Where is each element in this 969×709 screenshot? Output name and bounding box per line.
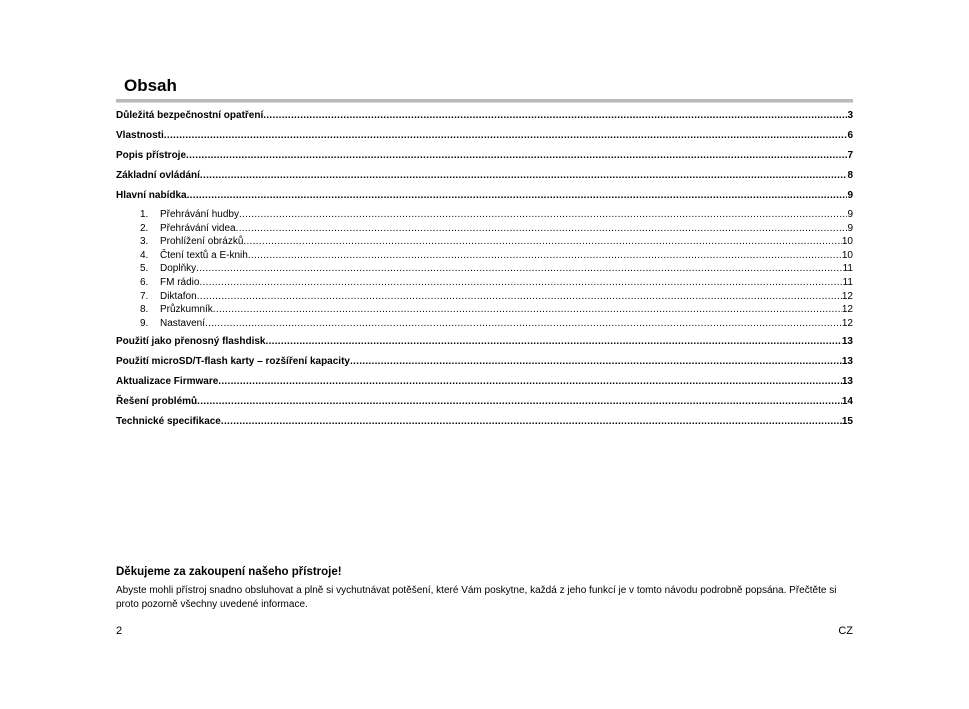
toc-subentry-ebooks[interactable] bbox=[116, 249, 853, 263]
toc-entry-label: Použití microSD/T-flash karty – rozšíření kapacity bbox=[116, 355, 350, 367]
toc-subentry-number: 9. bbox=[140, 317, 149, 329]
toc-subentry-explorer[interactable] bbox=[116, 303, 853, 317]
toc-subentry-number: 6. bbox=[140, 276, 149, 288]
toc-entry-label: FM rádio bbox=[160, 276, 200, 288]
toc-page-number: 12 bbox=[841, 304, 853, 316]
toc-leader-dots bbox=[187, 188, 848, 204]
thank-you-section bbox=[116, 566, 853, 611]
toc-subentry-number: 5. bbox=[140, 263, 149, 275]
thank-you-text: Abyste mohli přístroj snadno obsluhovat a plně si vychutnávat potěšení, které Vám poskytne, každá z jeho funkcí je v tomto návodu podrobně popsána. Přečtěte si proto pozorně všechny uvedené informace. bbox=[116, 585, 837, 610]
toc-entry-basic-controls[interactable] bbox=[116, 168, 853, 188]
toc-entry-label: Čtení textů a E-knih bbox=[160, 249, 248, 261]
toc-page-number: 9 bbox=[847, 190, 853, 201]
toc-page-number: 13 bbox=[841, 375, 853, 387]
toc-entry-label: Základní ovládání bbox=[116, 170, 200, 181]
toc-subentry-video[interactable] bbox=[116, 222, 853, 236]
toc-page-number: 12 bbox=[841, 317, 853, 329]
toc-leader-dots bbox=[164, 128, 848, 144]
toc-entry-flashdisk[interactable] bbox=[116, 334, 853, 354]
toc-entry-microsd[interactable] bbox=[116, 354, 853, 374]
toc-leader-dots bbox=[350, 354, 842, 370]
toc-entry-label: Aktualizace Firmware bbox=[116, 375, 219, 387]
toc-entry-label: Použití jako přenosný flashdisk bbox=[116, 335, 266, 347]
toc-page-number: 3 bbox=[847, 110, 853, 121]
toc-page-number: 14 bbox=[841, 395, 853, 407]
toc-leader-dots bbox=[196, 262, 842, 276]
toc-page-number: 8 bbox=[847, 170, 853, 181]
toc-subentry-number: 1. bbox=[140, 209, 149, 220]
toc-subentry-number: 8. bbox=[140, 304, 149, 316]
toc-subentry-settings[interactable] bbox=[116, 317, 853, 334]
toc-subentry-extras[interactable] bbox=[116, 262, 853, 276]
toc-page-number: 9 bbox=[847, 209, 853, 220]
toc-entry-label: Hlavní nabídka bbox=[116, 190, 187, 201]
document-page bbox=[116, 0, 853, 709]
toc-entry-troubleshooting[interactable] bbox=[116, 394, 853, 414]
page-title: Obsah bbox=[124, 76, 177, 95]
toc-entry-specifications[interactable] bbox=[116, 414, 853, 434]
toc-subentry-number: 4. bbox=[140, 249, 149, 261]
toc-leader-dots bbox=[205, 317, 842, 331]
toc-subentry-number: 3. bbox=[140, 236, 149, 248]
toc-entry-label: Přehrávání videa bbox=[160, 222, 236, 234]
toc-page-number: 13 bbox=[841, 335, 853, 347]
toc-subentry-number: 2. bbox=[140, 222, 149, 234]
toc-subentry-dictaphone[interactable] bbox=[116, 290, 853, 304]
toc-leader-dots bbox=[248, 249, 842, 263]
toc-page-number: 9 bbox=[847, 222, 853, 234]
toc-entry-label: Technické specifikace bbox=[116, 415, 221, 427]
toc-entry-label: Nastavení bbox=[160, 317, 206, 329]
toc-page-number: 11 bbox=[842, 263, 853, 275]
toc-page-number: 7 bbox=[847, 150, 853, 161]
toc-entry-label: Důležitá bezpečnostní opatření bbox=[116, 110, 264, 121]
toc-leader-dots bbox=[197, 290, 842, 304]
footer-language-code: CZ bbox=[838, 625, 853, 637]
toc-leader-dots bbox=[243, 235, 841, 249]
toc-entry-firmware[interactable] bbox=[116, 374, 853, 394]
toc-entry-label: Doplňky bbox=[160, 263, 197, 275]
toc-leader-dots bbox=[218, 374, 842, 390]
toc-entry-label: Popis přístroje bbox=[116, 150, 187, 161]
toc-leader-dots bbox=[221, 414, 842, 430]
toc-page-number: 13 bbox=[841, 355, 853, 367]
footer-page-number: 2 bbox=[116, 625, 123, 637]
toc-subentry-music[interactable] bbox=[116, 208, 853, 222]
toc-entry-main-menu[interactable] bbox=[116, 188, 853, 208]
toc-entry-label: Diktafon bbox=[160, 290, 197, 302]
toc-subentry-pictures[interactable] bbox=[116, 235, 853, 249]
toc-page-number: 10 bbox=[841, 236, 853, 248]
toc-leader-dots bbox=[263, 108, 847, 124]
toc-leader-dots bbox=[200, 168, 848, 184]
toc-page-number: 11 bbox=[842, 276, 853, 288]
toc-entry-label: Vlastnosti bbox=[116, 130, 164, 141]
toc-page-number: 6 bbox=[847, 130, 853, 141]
toc-leader-dots bbox=[199, 276, 842, 290]
toc-entry-device-description[interactable] bbox=[116, 148, 853, 168]
thank-you-heading: Děkujeme za zakoupení našeho přístroje! bbox=[116, 566, 342, 578]
toc-entry-safety[interactable] bbox=[116, 108, 853, 128]
toc-leader-dots bbox=[239, 208, 847, 222]
title-block bbox=[116, 75, 853, 103]
toc-leader-dots bbox=[197, 394, 842, 410]
toc-entry-label: Přehrávání hudby bbox=[160, 209, 239, 220]
toc-entry-label: Řešení problémů bbox=[116, 395, 198, 407]
toc-subentry-number: 7. bbox=[140, 290, 149, 302]
table-of-contents bbox=[116, 108, 853, 434]
toc-leader-dots bbox=[265, 334, 841, 350]
toc-entry-label: Prohlížení obrázků bbox=[160, 236, 244, 248]
toc-subentry-fm-radio[interactable] bbox=[116, 276, 853, 290]
toc-page-number: 12 bbox=[841, 290, 853, 302]
toc-leader-dots bbox=[213, 303, 842, 317]
title-divider bbox=[116, 99, 853, 103]
toc-page-number: 10 bbox=[841, 249, 853, 261]
toc-page-number: 15 bbox=[841, 415, 853, 427]
toc-leader-dots bbox=[186, 148, 847, 164]
toc-entry-label: Průzkumník bbox=[160, 304, 213, 316]
toc-entry-features[interactable] bbox=[116, 128, 853, 148]
toc-leader-dots bbox=[236, 222, 848, 236]
